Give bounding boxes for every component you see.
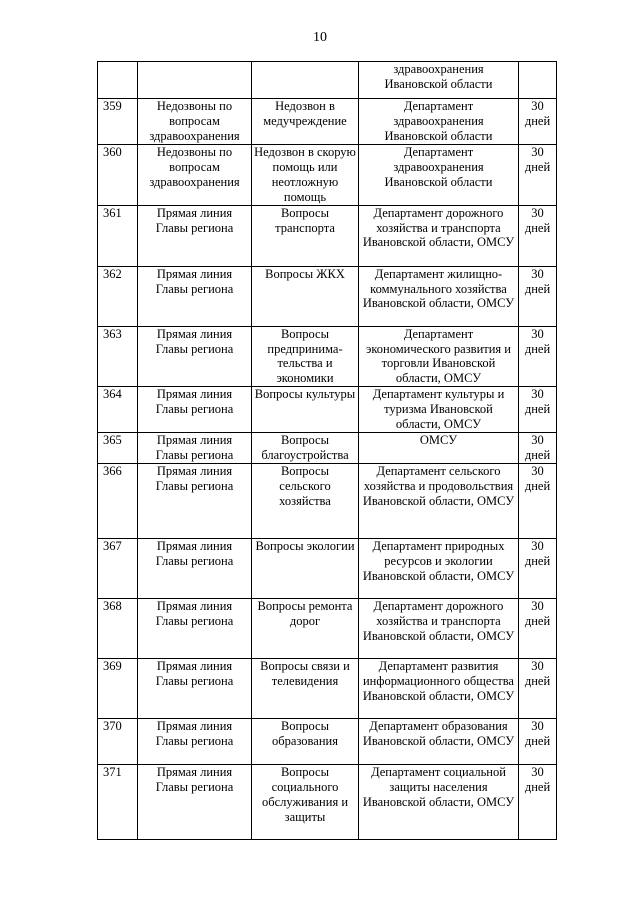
term-cell: 30 дней bbox=[519, 205, 557, 266]
table-row bbox=[98, 432, 557, 463]
row-number bbox=[98, 62, 138, 99]
term-cell: 30 дней bbox=[519, 538, 557, 598]
department-cell: Департамент природных ресурсов и экологии Ивановской области, ОМСУ bbox=[359, 538, 519, 598]
row-number: 371 bbox=[98, 764, 138, 839]
topic-cell: Вопросы культуры bbox=[252, 387, 359, 433]
department-cell: Департамент здравоохранения Ивановской области bbox=[359, 99, 519, 145]
source-cell: Недозвоны по вопросам здравоохранения bbox=[138, 145, 252, 206]
row-number: 367 bbox=[98, 538, 138, 598]
department-cell: Департамент дорожного хозяйства и транспорта Ивановской области, ОМСУ bbox=[359, 205, 519, 266]
department-cell: Департамент образования Ивановской области, ОМСУ bbox=[359, 718, 519, 764]
table-row bbox=[98, 718, 557, 764]
department-cell: Департамент экономического развития и торговли Ивановской области, ОМСУ bbox=[359, 326, 519, 387]
topic-cell: Вопросы образования bbox=[252, 718, 359, 764]
topic-cell: Вопросы ЖКХ bbox=[252, 266, 359, 326]
term-cell: 30 дней bbox=[519, 718, 557, 764]
row-number: 368 bbox=[98, 598, 138, 658]
row-number: 366 bbox=[98, 463, 138, 538]
table-row bbox=[98, 538, 557, 598]
row-number: 359 bbox=[98, 99, 138, 145]
topic-cell: Недозвон в медучреждение bbox=[252, 99, 359, 145]
table-row bbox=[98, 463, 557, 538]
table-row bbox=[98, 266, 557, 326]
term-cell: 30 дней bbox=[519, 266, 557, 326]
row-number: 360 bbox=[98, 145, 138, 206]
table-row bbox=[98, 326, 557, 387]
department-cell: Департамент культуры и туризма Ивановской области, ОМСУ bbox=[359, 387, 519, 433]
term-cell: 30 дней bbox=[519, 598, 557, 658]
term-cell: 30 дней bbox=[519, 764, 557, 839]
table-row bbox=[98, 598, 557, 658]
source-cell: Прямая линия Главы региона bbox=[138, 718, 252, 764]
source-cell: Прямая линия Главы региона bbox=[138, 463, 252, 538]
source-cell: Прямая линия Главы региона bbox=[138, 266, 252, 326]
topic-cell: Вопросы транспорта bbox=[252, 205, 359, 266]
table-row bbox=[98, 99, 557, 145]
source-cell: Прямая линия Главы региона bbox=[138, 326, 252, 387]
row-number: 364 bbox=[98, 387, 138, 433]
source-cell: Прямая линия Главы региона bbox=[138, 658, 252, 718]
department-cell: Департамент социальной защиты населения Ивановской области, ОМСУ bbox=[359, 764, 519, 839]
source-cell bbox=[138, 62, 252, 99]
department-cell: ОМСУ bbox=[359, 432, 519, 463]
table-row bbox=[98, 387, 557, 433]
term-cell: 30 дней bbox=[519, 145, 557, 206]
source-cell: Прямая линия Главы региона bbox=[138, 598, 252, 658]
topic-cell: Вопросы сельского хозяйства bbox=[252, 463, 359, 538]
department-cell: здравоохранения Ивановской области bbox=[359, 62, 519, 99]
term-cell: 30 дней bbox=[519, 99, 557, 145]
topic-cell: Вопросы ремонта дорог bbox=[252, 598, 359, 658]
row-number: 362 bbox=[98, 266, 138, 326]
department-cell: Департамент жилищно-коммунального хозяйства Ивановской области, ОМСУ bbox=[359, 266, 519, 326]
department-cell: Департамент здравоохранения Ивановской области bbox=[359, 145, 519, 206]
source-cell: Прямая линия Главы региона bbox=[138, 205, 252, 266]
term-cell bbox=[519, 62, 557, 99]
department-cell: Департамент развития информационного общества Ивановской области, ОМСУ bbox=[359, 658, 519, 718]
source-cell: Прямая линия Главы региона bbox=[138, 538, 252, 598]
term-cell: 30 дней bbox=[519, 658, 557, 718]
table-row bbox=[98, 205, 557, 266]
row-number: 361 bbox=[98, 205, 138, 266]
topic-cell: Вопросы благоустройства bbox=[252, 432, 359, 463]
topic-cell bbox=[252, 62, 359, 99]
table-row bbox=[98, 62, 557, 99]
table-row bbox=[98, 764, 557, 839]
row-number: 369 bbox=[98, 658, 138, 718]
topic-cell: Вопросы социального обслуживания и защиты bbox=[252, 764, 359, 839]
term-cell: 30 дней bbox=[519, 387, 557, 433]
topic-cell: Вопросы связи и телевидения bbox=[252, 658, 359, 718]
routing-table bbox=[97, 61, 557, 840]
source-cell: Прямая линия Главы региона bbox=[138, 432, 252, 463]
source-cell: Прямая линия Главы региона bbox=[138, 387, 252, 433]
department-cell: Департамент сельского хозяйства и продовольствия Ивановской области, ОМСУ bbox=[359, 463, 519, 538]
source-cell: Недозвоны по вопросам здравоохранения bbox=[138, 99, 252, 145]
table-row bbox=[98, 658, 557, 718]
source-cell: Прямая линия Главы региона bbox=[138, 764, 252, 839]
topic-cell: Недозвон в скорую помощь или неотложную помощь bbox=[252, 145, 359, 206]
term-cell: 30 дней bbox=[519, 432, 557, 463]
topic-cell: Вопросы предпринима-тельства и экономики bbox=[252, 326, 359, 387]
term-cell: 30 дней bbox=[519, 463, 557, 538]
page-number: 10 bbox=[313, 30, 327, 45]
row-number: 363 bbox=[98, 326, 138, 387]
table-row bbox=[98, 145, 557, 206]
department-cell: Департамент дорожного хозяйства и транспорта Ивановской области, ОМСУ bbox=[359, 598, 519, 658]
row-number: 370 bbox=[98, 718, 138, 764]
term-cell: 30 дней bbox=[519, 326, 557, 387]
row-number: 365 bbox=[98, 432, 138, 463]
topic-cell: Вопросы экологии bbox=[252, 538, 359, 598]
